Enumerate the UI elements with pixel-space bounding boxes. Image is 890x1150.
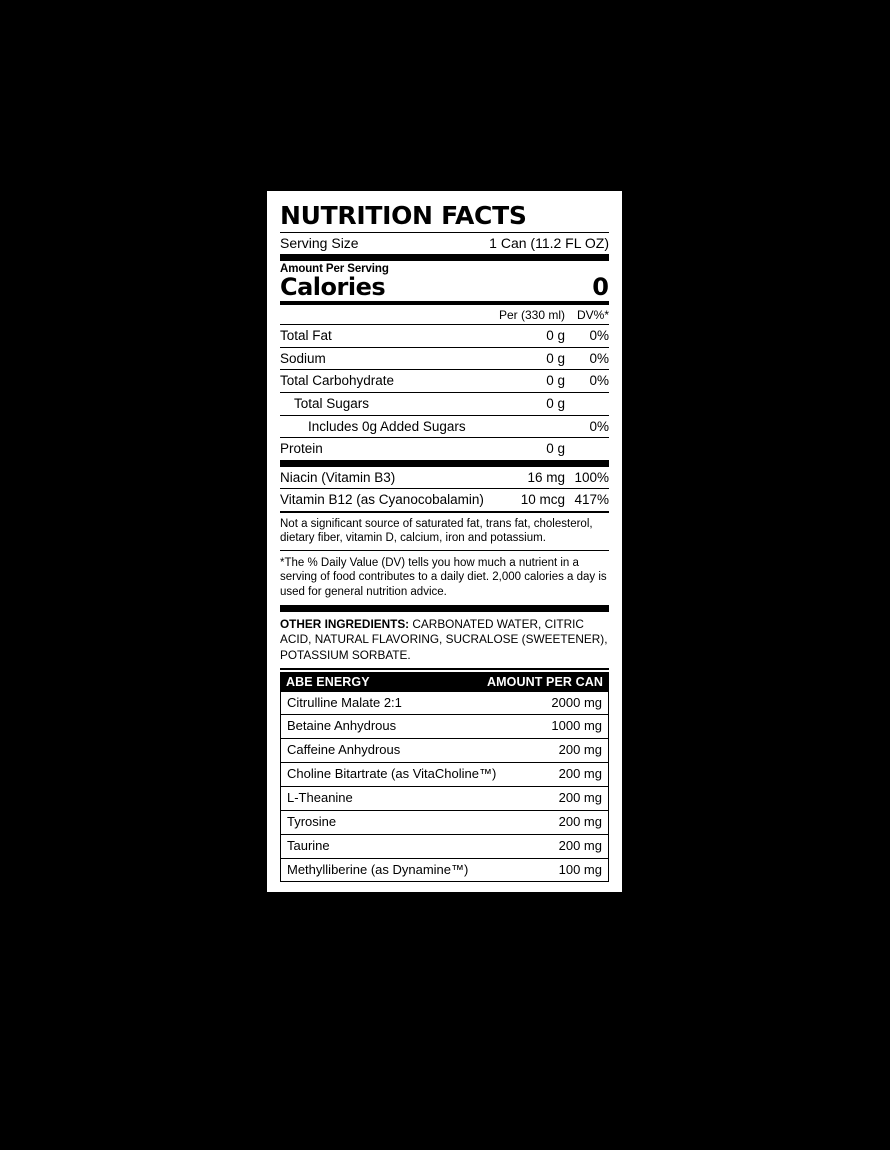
serving-size-row [280, 233, 609, 254]
ingredient-amount: 1000 mg [551, 718, 602, 734]
calories-row [280, 275, 609, 301]
table-row [281, 714, 608, 738]
vitamin-values [503, 490, 609, 510]
ingredient-name: Tyrosine [287, 813, 337, 829]
nutrient-amount: 0 g [546, 373, 565, 389]
nutrient-values [503, 394, 609, 414]
ingredient-amount: 200 mg [558, 742, 602, 758]
vitamin-values [503, 468, 609, 488]
nutrient-name: Includes 0g Added Sugars [308, 418, 466, 434]
not-significant-note: Not a significant source of saturated fat, trans fat, cholesterol, dietary fiber, vitamin D, calcium, iron and potassium. [280, 517, 593, 545]
table-row [281, 810, 608, 834]
nutrition-facts-inner [269, 193, 620, 890]
ingredient-amount: 2000 mg [551, 694, 602, 710]
ingredient-name: Betaine Anhydrous [287, 718, 397, 734]
nutrient-dv: 0% [589, 328, 609, 344]
nutrient-values [503, 439, 609, 459]
nutrient-dv: 0% [589, 350, 609, 366]
vitamin-row [280, 467, 609, 489]
other-ingredients [280, 612, 609, 667]
calories-label: Calories [280, 273, 386, 302]
nutrient-values [503, 371, 609, 391]
vitamin-dv: 417% [574, 492, 609, 508]
abe-energy-rows [280, 692, 609, 883]
ingredient-name: Taurine [287, 837, 330, 853]
divider-footnote [280, 605, 609, 612]
ingredient-amount: 200 mg [558, 766, 602, 782]
ingredient-amount: 200 mg [558, 789, 602, 805]
nutrient-name: Sodium [280, 350, 326, 366]
ingredient-amount: 200 mg [558, 813, 602, 829]
daily-value-footnote: *The % Daily Value (DV) tells you how much a nutrient in a serving of food contributes to a daily diet. 2,000 calories a day is used for general nutrition advice. [280, 556, 607, 599]
abe-energy-header-left: ABE ENERGY [286, 674, 370, 689]
ingredient-amount: 100 mg [558, 861, 602, 877]
nutrient-values [503, 349, 609, 369]
nutrient-name: Total Sugars [294, 395, 370, 411]
abe-energy-table-header [280, 672, 609, 692]
nutrient-values [503, 417, 609, 437]
nutrient-dv: 0% [589, 418, 609, 434]
vitamin-row [280, 489, 609, 511]
column-headers [280, 305, 609, 324]
ingredient-name: Choline Bitartrate (as VitaCholine™) [287, 766, 497, 782]
nutrient-values [503, 326, 609, 346]
vitamin-amount: 16 mg [527, 469, 565, 485]
nutrient-row [280, 393, 609, 415]
page-title: NUTRITION FACTS [280, 201, 527, 230]
divider-ingredients [280, 668, 609, 670]
nutrient-row [280, 438, 609, 460]
nutrient-row [280, 416, 609, 438]
other-ingredients-label: OTHER INGREDIENTS: [280, 617, 410, 632]
nutrient-row [280, 325, 609, 347]
table-row [281, 692, 608, 715]
table-row [281, 762, 608, 786]
ingredient-amount: 200 mg [558, 837, 602, 853]
ingredient-name: L-Theanine [287, 789, 353, 805]
other-ingredients-text: CARBONATED WATER, CITRIC ACID, NATURAL FLAVORING, SUCRALOSE (SWEETENER), POTASSIUM SORBATE. [280, 617, 608, 662]
vitamin-name: Niacin (Vitamin B3) [280, 469, 396, 485]
vitamin-amount: 10 mcg [520, 492, 565, 508]
ingredient-name: Caffeine Anhydrous [287, 742, 401, 758]
table-row [281, 834, 608, 858]
column-header-amount: Per (330 ml) [498, 308, 565, 323]
serving-size-label: Serving Size [280, 235, 359, 252]
ingredient-name: Citrulline Malate 2:1 [287, 694, 402, 710]
nutrient-row [280, 370, 609, 392]
calories-value: 0 [592, 273, 609, 302]
serving-size-value: 1 Can (11.2 FL OZ) [489, 235, 609, 252]
nutrient-amount: 0 g [546, 441, 565, 457]
nutrient-amount: 0 g [546, 350, 565, 366]
nutrient-row [280, 348, 609, 370]
nutrient-dv: 0% [589, 373, 609, 389]
nutrient-name: Protein [280, 441, 323, 457]
table-row [281, 786, 608, 810]
nutrient-amount: 0 g [546, 395, 565, 411]
abe-energy-table [280, 672, 609, 883]
nutrient-name: Total Carbohydrate [280, 373, 395, 389]
divider-serving [280, 254, 609, 261]
nutrient-name: Total Fat [280, 328, 332, 344]
nutrition-facts-panel [267, 191, 622, 892]
column-header-dv: DV%* [576, 308, 609, 323]
table-row [281, 858, 608, 882]
table-row [281, 738, 608, 762]
vitamin-dv: 100% [574, 469, 609, 485]
vitamin-name: Vitamin B12 (as Cyanocobalamin) [280, 492, 484, 508]
amount-per-serving-label: Amount Per Serving [280, 263, 389, 276]
divider-protein [280, 460, 609, 467]
abe-energy-header-right: AMOUNT PER CAN [487, 674, 603, 689]
ingredient-name: Methylliberine (as Dynamine™) [287, 861, 469, 877]
nutrient-amount: 0 g [546, 328, 565, 344]
